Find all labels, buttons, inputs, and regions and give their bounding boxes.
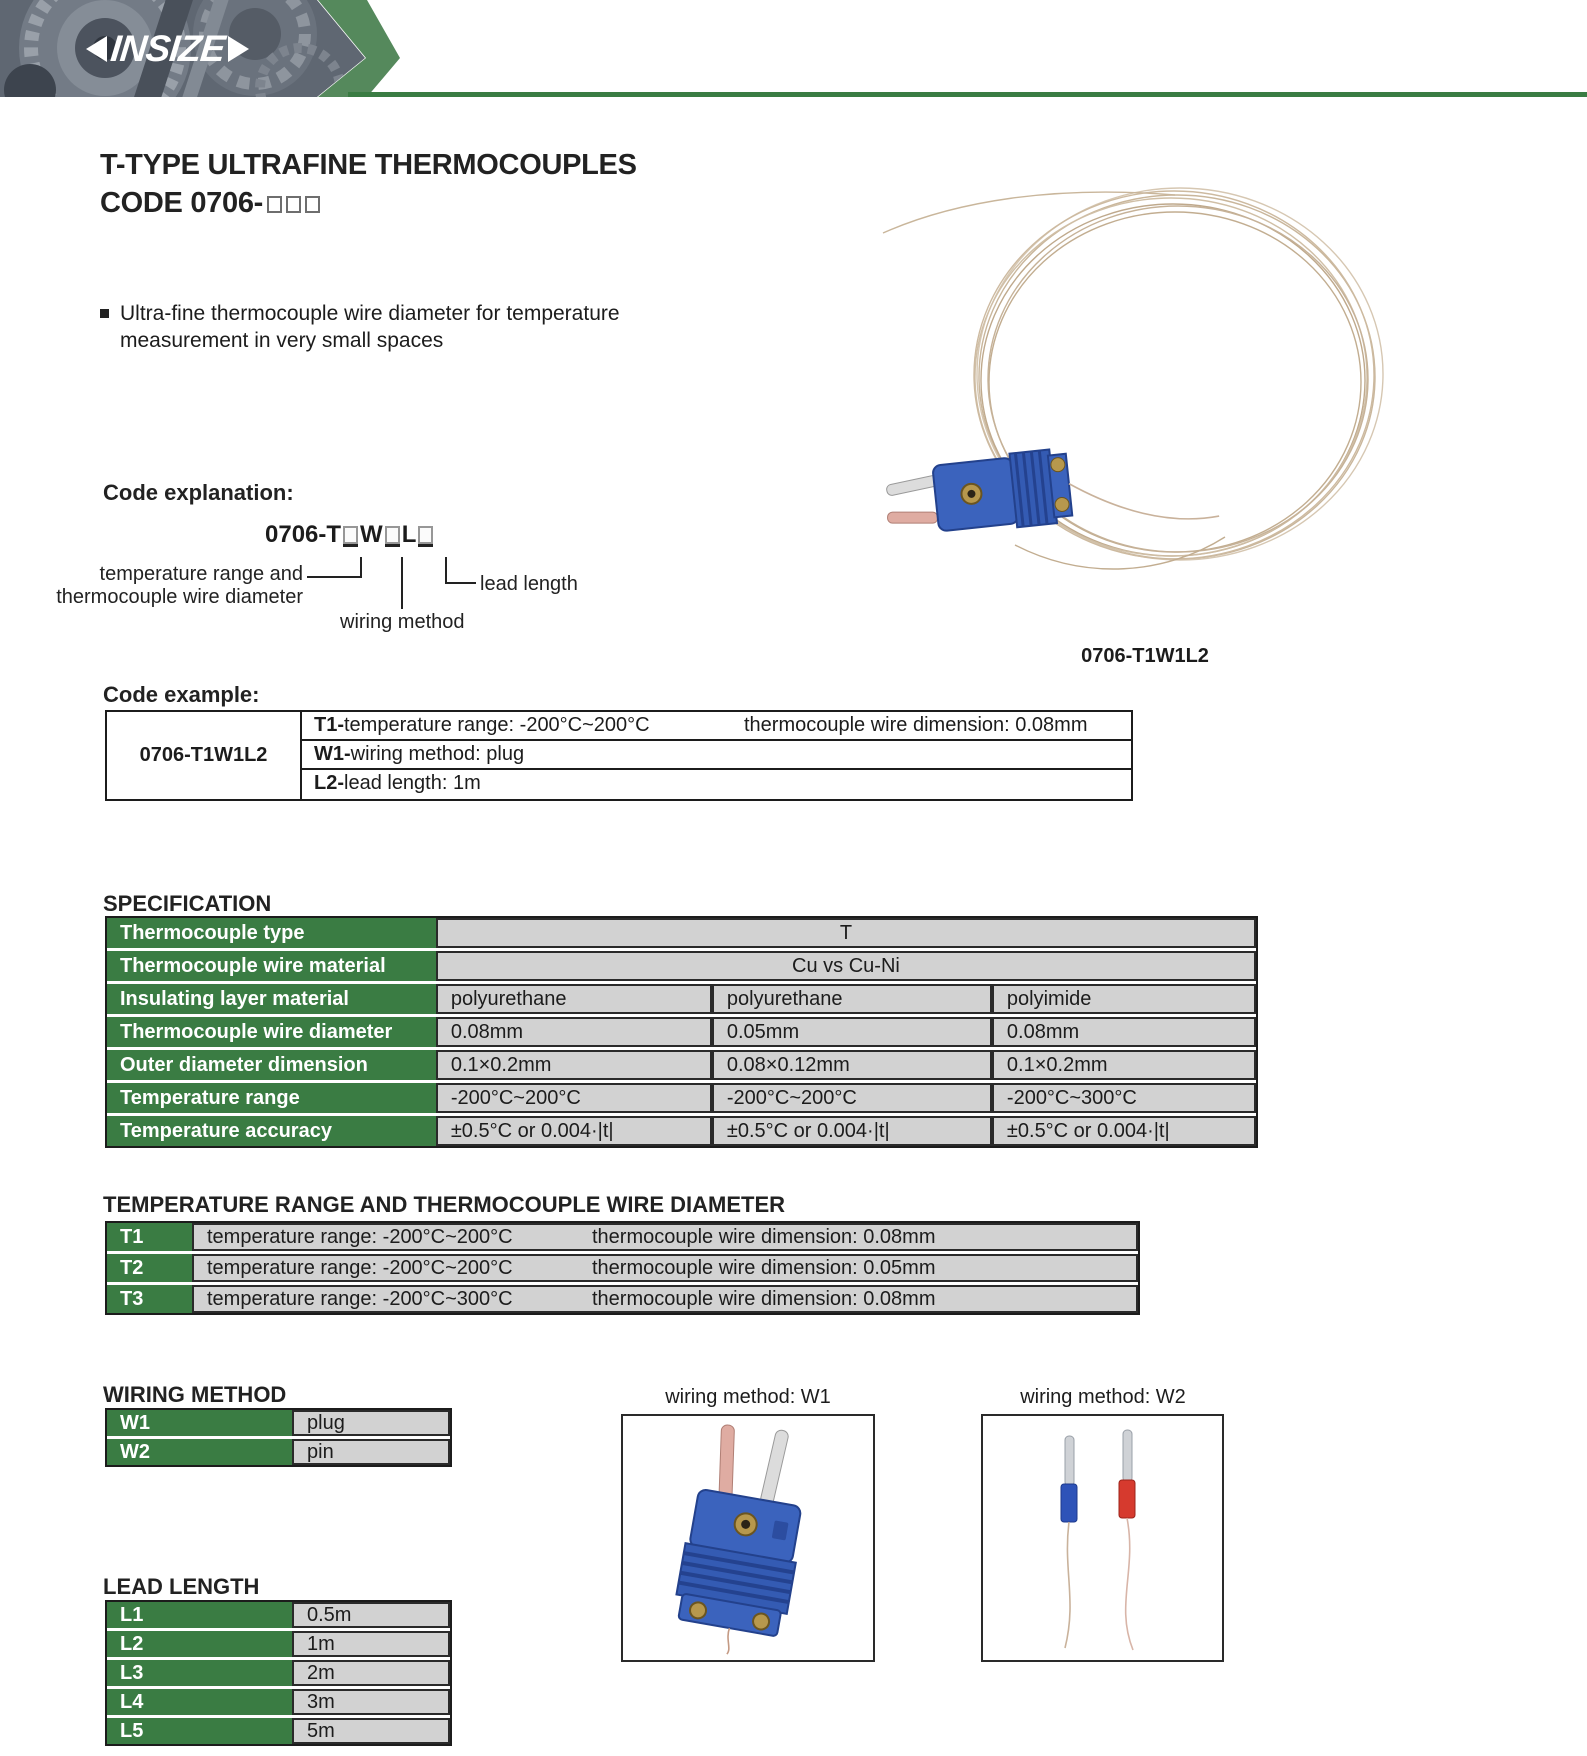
spec-row-value: T — [436, 918, 1256, 948]
label-temperature-range-line1: temperature range and — [99, 563, 303, 585]
temp-range-heading: TEMPERATURE RANGE AND THERMOCOUPLE WIRE DIAMETER — [103, 1192, 785, 1217]
spec-row — [107, 951, 1256, 981]
code-example-row-extra: thermocouple wire dimension: 0.08mm — [744, 714, 1088, 736]
thermocouple-coil-image — [865, 155, 1425, 605]
spec-row-value: -200°C~200°C — [436, 1083, 712, 1113]
lead-length-table — [105, 1600, 452, 1746]
placeholder-square — [305, 196, 320, 213]
code-example-row — [302, 741, 1131, 770]
code-example-row-main — [314, 770, 744, 797]
logo-right-arrow-icon — [228, 36, 249, 62]
code-explanation-heading: Code explanation: — [103, 480, 294, 505]
green-divider-line — [348, 92, 1587, 97]
lead-length-code: L1 — [107, 1602, 292, 1628]
lead-length-row — [107, 1631, 450, 1657]
page-title-line1: T-TYPE ULTRAFINE THERMOCOUPLES — [100, 149, 637, 181]
spec-row-value: polyimide — [992, 984, 1256, 1014]
label-temperature-range — [3, 563, 303, 609]
placeholder-square — [286, 196, 301, 213]
lead-length-value: 1m — [292, 1631, 450, 1657]
lead-length-value: 0.5m — [292, 1602, 450, 1628]
lead-length-heading: LEAD LENGTH — [103, 1574, 260, 1599]
temp-range-text: temperature range: -200°C~300°C — [207, 1287, 513, 1310]
code-example-code: 0706-T1W1L2 — [107, 712, 302, 799]
wiring-method-table — [105, 1408, 452, 1467]
wiring-method-heading: WIRING METHOD — [103, 1382, 287, 1407]
pin-wires-image-w2 — [1003, 1420, 1203, 1656]
wiring-method-code: W2 — [107, 1439, 292, 1465]
placeholder-square — [343, 526, 358, 544]
code-pattern-l: L — [401, 521, 417, 548]
spec-row — [107, 1116, 1256, 1146]
spec-row-value: ±0.5°C or 0.004·|t| — [436, 1116, 712, 1146]
temp-range-row — [107, 1254, 1138, 1282]
code-example-row-text: lead length: 1m — [344, 772, 481, 794]
code-example-row-prefix: W1- — [314, 743, 351, 765]
code-example-row — [302, 712, 1131, 741]
spec-row-value: 0.1×0.2mm — [992, 1050, 1256, 1080]
insize-logo — [86, 30, 249, 67]
spec-row-value: 0.05mm — [712, 1017, 992, 1047]
lead-length-code: L5 — [107, 1718, 292, 1744]
spec-row-label: Temperature accuracy — [107, 1116, 436, 1146]
code-example-row — [302, 770, 1131, 799]
spec-row — [107, 1083, 1256, 1113]
spec-row-value: 0.08mm — [992, 1017, 1256, 1047]
lead-length-row — [107, 1660, 450, 1686]
spec-row — [107, 1050, 1256, 1080]
placeholder-square — [267, 196, 282, 213]
plug-on-coil — [882, 433, 1220, 552]
lead-length-code: L4 — [107, 1689, 292, 1715]
wire-dimension-text: thermocouple wire dimension: 0.08mm — [592, 1287, 936, 1310]
wiring-w2-image-frame — [981, 1414, 1224, 1662]
code-pattern — [265, 521, 435, 549]
temp-range-code: T3 — [107, 1285, 192, 1313]
spec-row-value: 0.08mm — [436, 1017, 712, 1047]
spec-row-label: Insulating layer material — [107, 984, 436, 1014]
code-explanation-diagram — [56, 515, 680, 645]
spec-row — [107, 1017, 1256, 1047]
code-example-heading: Code example: — [103, 682, 260, 707]
temp-range-row — [107, 1285, 1138, 1313]
feature-bullet — [100, 300, 730, 354]
wire-dimension-text: thermocouple wire dimension: 0.08mm — [592, 1225, 936, 1248]
logo-left-arrow-icon — [86, 36, 107, 62]
spec-row-value: 0.08×0.12mm — [712, 1050, 992, 1080]
temp-range-code: T2 — [107, 1254, 192, 1282]
wiring-method-value: plug — [292, 1410, 450, 1436]
code-example-row-main — [314, 741, 744, 768]
spec-row-value: polyurethane — [712, 984, 992, 1014]
spec-row-label: Thermocouple wire diameter — [107, 1017, 436, 1047]
spec-row-value: -200°C~200°C — [712, 1083, 992, 1113]
temp-range-value — [192, 1254, 1138, 1282]
code-example-row-prefix: T1- — [314, 714, 344, 736]
spec-row-value: 0.1×0.2mm — [436, 1050, 712, 1080]
spec-row-label: Thermocouple type — [107, 918, 436, 948]
code-pattern-w: W — [360, 521, 383, 548]
specification-heading: SPECIFICATION — [103, 891, 272, 916]
placeholder-squares — [263, 187, 320, 219]
spec-row — [107, 984, 1256, 1014]
temp-range-table — [105, 1221, 1140, 1315]
wiring-method-code: W1 — [107, 1410, 292, 1436]
label-wiring-method: wiring method — [340, 611, 465, 633]
placeholder-square — [418, 526, 433, 544]
code-example-row-main — [314, 712, 744, 739]
spec-row-label: Temperature range — [107, 1083, 436, 1113]
lead-length-row — [107, 1689, 450, 1715]
page-title — [100, 146, 637, 222]
spec-row-value: ±0.5°C or 0.004·|t| — [992, 1116, 1256, 1146]
wire-dimension-text: thermocouple wire dimension: 0.05mm — [592, 1256, 936, 1279]
lead-length-code: L2 — [107, 1631, 292, 1657]
wiring-w1-label: wiring method: W1 — [665, 1386, 831, 1408]
spec-row-value: -200°C~300°C — [992, 1083, 1256, 1113]
lead-length-value: 3m — [292, 1689, 450, 1715]
product-caption: 0706-T1W1L2 — [1081, 645, 1209, 667]
spec-row-value: ±0.5°C or 0.004·|t| — [712, 1116, 992, 1146]
code-example-rows — [302, 712, 1131, 799]
temp-range-code: T1 — [107, 1223, 192, 1251]
placeholder-square — [385, 526, 400, 544]
lead-length-value: 5m — [292, 1718, 450, 1744]
lead-length-code: L3 — [107, 1660, 292, 1686]
lead-length-value: 2m — [292, 1660, 450, 1686]
temp-range-value — [192, 1285, 1138, 1313]
code-pattern-prefix: 0706-T — [265, 521, 342, 548]
temp-range-value — [192, 1223, 1138, 1251]
wiring-method-value: pin — [292, 1439, 450, 1465]
temp-range-text: temperature range: -200°C~200°C — [207, 1256, 513, 1279]
spec-row-value: polyurethane — [436, 984, 712, 1014]
spec-row-label: Outer diameter dimension — [107, 1050, 436, 1080]
code-example-row-text: wiring method: plug — [350, 743, 525, 765]
wiring-w2-label: wiring method: W2 — [1020, 1386, 1186, 1408]
feature-bullet-text: Ultra-fine thermocouple wire diameter for temperature measurement in very small spaces — [120, 302, 620, 352]
code-example-row-prefix: L2- — [314, 772, 344, 794]
bullet-square-icon — [100, 309, 109, 318]
code-example-table — [105, 710, 1133, 801]
logo-text: INSIZE — [108, 28, 227, 69]
temp-range-row — [107, 1223, 1138, 1251]
plug-image-w1 — [663, 1420, 833, 1656]
spec-row-value: Cu vs Cu-Ni — [436, 951, 1256, 981]
page-title-line2 — [100, 184, 637, 222]
wiring-method-row — [107, 1410, 450, 1436]
specification-table — [105, 916, 1258, 1148]
label-temperature-range-line2: thermocouple wire diameter — [56, 586, 303, 608]
label-lead-length: lead length — [480, 573, 578, 595]
spec-row-label: Thermocouple wire material — [107, 951, 436, 981]
code-example-row-text: temperature range: -200°C~200°C — [344, 714, 650, 736]
temp-range-text: temperature range: -200°C~200°C — [207, 1225, 513, 1248]
spec-row — [107, 918, 1256, 948]
wiring-w1-image-frame — [621, 1414, 875, 1662]
code-prefix-text: CODE 0706- — [100, 187, 264, 219]
lead-length-row — [107, 1602, 450, 1628]
lead-length-row — [107, 1718, 450, 1744]
wiring-method-row — [107, 1439, 450, 1465]
